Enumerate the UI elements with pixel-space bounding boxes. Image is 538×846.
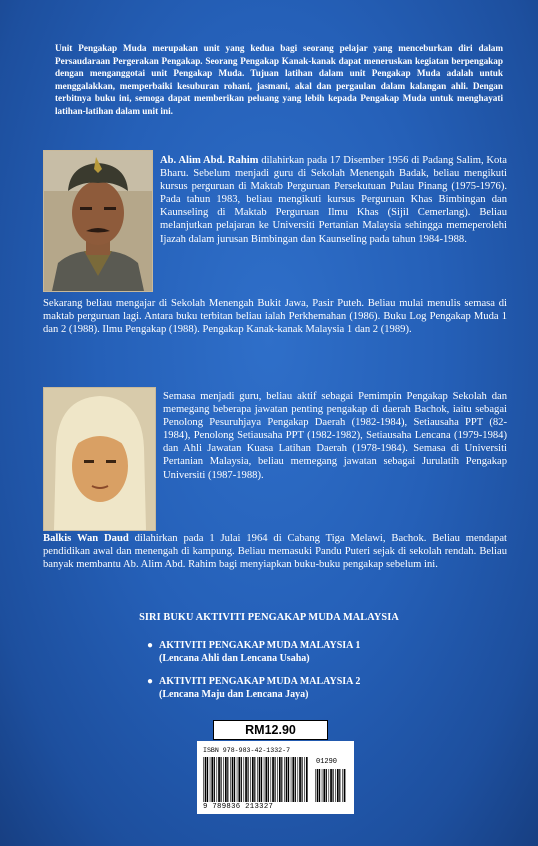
barcode-bar [284,757,285,802]
barcode-bar [272,757,274,802]
barcode-bar [257,757,258,802]
intro-paragraph: Unit Pengakap Muda merupakan unit yang kedua bagi seorang pelajar yang menceburkan diri dalam Persaudaraan Pergerakan Pengakap. Seorang Pengakap Kanak-kanak dapat meneruskan kegiatan berpengakap dengan menganggotai unit Pengakap Muda. Tujuan latihan dalam unit Pengakap Muda adalah untuk menggalakkan, memperbaiki kesuburan rohani, jasmani, akal dan pergaulan dalam kalangan ahli. Dengan terbitnya buku ini, semoga dapat memberikan peluang yang lebih kepada Pengakap Muda untuk menghayati latihan-latihan dalam unit ini. [55,43,503,116]
barcode-bar [298,757,299,802]
barcode-bar [335,769,336,802]
barcode-bar [337,769,339,802]
barcode-bar [252,757,254,802]
author2-activities: Semasa menjadi guru, beliau aktif sebagai Pemimpin Pengakap Sekolah dan memegang beberapa jawatan penting pengakap di daerah Bachok, iaitu sebagai Penolong Pesuruhjaya Pengakap Daerah (1982-1984), Setiausaha PPT (82-1984), Penolong Setiausaha PPT (1982-1982), Setiausaha Lencana (1979-1984) dan Ahli Jawatan Kuasa Latihan Daerah (1978-1984). Semasa di Universiti Pertanian Malaysia, beliau memegang jawatan sebagai Jurulatih Pengakap Universiti (1987-1988). [163,391,507,481]
ean-number: 9 789836 213327 [203,803,274,811]
barcode-bar [227,757,228,802]
barcode-bar [315,769,316,802]
barcode [197,741,354,814]
ean-barcode-bars [203,757,309,802]
series-title: SIRI BUKU AKTIVITI PENGAKAP MUDA MALAYSIA [139,612,399,623]
barcode-bar [339,769,340,802]
barcode-bar [248,757,249,802]
barcode-bar [342,769,343,802]
barcode-bar [254,757,255,802]
barcode-bar [271,757,272,802]
barcode-bar [291,757,292,802]
barcode-bar [214,757,215,802]
barcode-bar [333,769,334,802]
author1-bio [160,154,507,246]
author2-photo [43,387,156,531]
barcode-bar [265,757,267,802]
barcode-bar [295,757,296,802]
series-item-title: AKTIVITI PENGAKAP MUDA MALAYSIA 1 [159,640,361,651]
barcode-bar [268,757,269,802]
barcode-bar [281,757,282,802]
barcode-bar [244,757,245,802]
barcode-bar [277,757,278,802]
author1-name: Ab. Alim Abd. Rahim [160,155,259,166]
barcode-bar [306,757,308,802]
author1-photo [43,150,153,292]
barcode-bar [326,769,327,802]
barcode-bar [238,757,240,802]
isbn-number: ISBN 978-983-42-1332-7 [203,747,291,754]
addon-barcode-bars [315,769,347,802]
barcode-bar [330,769,332,802]
barcode-bar [322,769,323,802]
barcode-bar [234,757,235,802]
barcode-bar [211,757,213,802]
barcode-bar [237,757,238,802]
price-label: RM12.90 [213,720,328,740]
series-item-subtitle: (Lencana Maju dan Lencana Jaya) [159,689,309,700]
author2-bio [43,532,507,571]
barcode-bar [275,757,276,802]
barcode-bar [221,757,222,802]
bullet-icon: ● [147,640,154,651]
barcode-bar [223,757,224,802]
barcode-bar [344,769,346,802]
author2-bio-text: dilahirkan pada 1 Julai 1964 di Cabang Tiga Melawi, Bachok. Beliau mendapat pendidikan awal dan menengah di kampung. Beliau memasuki Pandu Puteri sejak di sekolah rendah. Beliau banyak membantu Ab. Alim Abd. Rahim bagi menyiapkan buku-buku pengakap sebelum ini. [43,533,507,571]
price-addon-number: 01290 [316,758,338,766]
series-item-title: AKTIVITI PENGAKAP MUDA MALAYSIA 2 [159,676,361,687]
barcode-bar [230,757,231,802]
barcode-bar [279,757,281,802]
barcode-bar [225,757,227,802]
barcode-bar [205,757,207,802]
barcode-bar [261,757,262,802]
barcode-bar [207,757,208,802]
barcode-bar [232,757,234,802]
barcode-bar [323,769,325,802]
barcode-bar [329,769,330,802]
author1-bio-continued: Sekarang beliau mengajar di Sekolah Menengah Bukit Jawa, Pasir Puteh. Beliau mulai menulis semasa di maktab perguruan lagi. Antara buku terbitan beliau ialah Perkhemahan (1986). Buku Log Pengakap Muda 1 dan 2 (1988). Ilmu Pengakap (1988). Pengakap Kanak-kanak Malaysia 1 dan 2 (1989). [43,298,507,336]
barcode-bar [292,757,294,802]
barcode-bar [217,757,218,802]
barcode-bar [218,757,220,802]
barcode-bar [317,769,319,802]
barcode-bar [299,757,301,802]
barcode-bar [286,757,288,802]
series-item-subtitle: (Lencana Ahli dan Lencana Usaha) [159,653,310,664]
barcode-bar [245,757,247,802]
barcode-bar [210,757,211,802]
barcode-bar [302,757,303,802]
barcode-bar [304,757,305,802]
barcode-bar [203,757,204,802]
bullet-icon: ● [147,676,154,687]
author2-name: Balkis Wan Daud [43,533,129,544]
author1-bio-text: dilahirkan pada 17 Disember 1956 di Padang Salim, Kota Bharu. Sebelum menjadi guru di Sekolah Menengah Badak, beliau mengikuti kursus perguruan di Maktab Perguruan Persekutuan Pulau Pinang (1975-1976). Pada tahun 1983, beliau mengikuti kursus Perguruan Khas Bimbingan dan Kaunseling di Maktab Perguruan Ilmu Khas (Sijil Cemerlang). Beliau melanjutkan pelajaran ke Universiti Pertanian Malaysia sehingga memeperolehi Ijazah dalam jurusan Bimbingan dan Kaunseling pada tahun 1984-1988. [160,155,507,245]
barcode-bar [250,757,251,802]
barcode-bar [319,769,320,802]
barcode-bar [241,757,242,802]
barcode-bar [259,757,261,802]
barcode-bar [288,757,289,802]
barcode-bar [264,757,265,802]
